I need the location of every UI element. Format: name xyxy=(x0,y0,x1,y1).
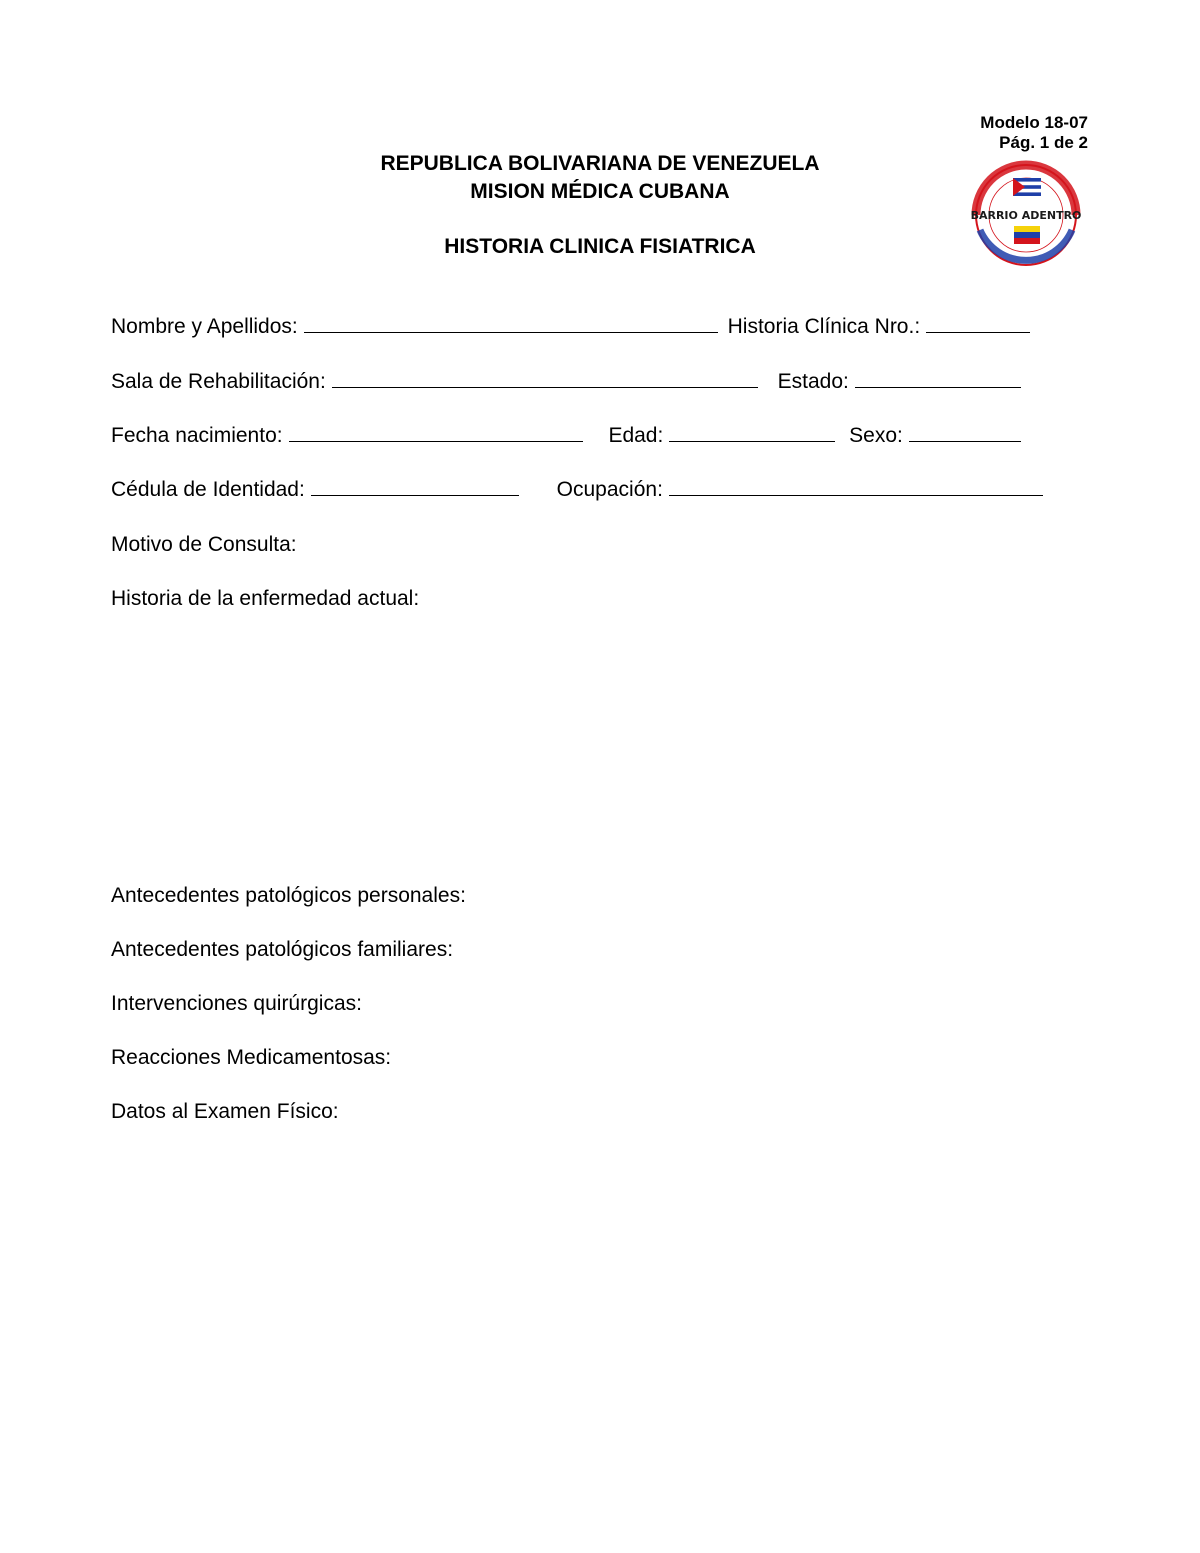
logo-center-text: BARRIO ADENTRO xyxy=(970,209,1082,222)
sala-label: Sala de Rehabilitación: xyxy=(111,370,326,393)
page-number: Pág. 1 de 2 xyxy=(999,133,1088,152)
header-mission: MISION MÉDICA CUBANA xyxy=(470,180,730,203)
fecha-field[interactable] xyxy=(289,425,583,442)
antecedentes-familiares-label: Antecedentes patológicos familiares: xyxy=(111,938,454,961)
cedula-field[interactable] xyxy=(311,479,519,496)
header-republic: REPUBLICA BOLIVARIANA DE VENEZUELA xyxy=(380,152,820,175)
estado-label: Estado: xyxy=(777,370,849,393)
reacciones-label: Reacciones Medicamentosas: xyxy=(111,1046,392,1069)
edad-label: Edad: xyxy=(608,424,664,447)
ocupacion-field[interactable] xyxy=(669,479,1043,496)
sexo-field[interactable] xyxy=(909,425,1021,442)
row-sala xyxy=(111,370,1021,394)
sala-field[interactable] xyxy=(332,371,758,388)
row-cedula xyxy=(111,478,1043,502)
motivo-consulta-label: Motivo de Consulta: xyxy=(111,533,297,556)
antecedentes-personales-label: Antecedentes patológicos personales: xyxy=(111,884,466,907)
model-number: Modelo 18-07 xyxy=(980,113,1088,132)
edad-field[interactable] xyxy=(669,425,835,442)
sexo-label: Sexo: xyxy=(849,424,903,447)
row-fecha xyxy=(111,424,1021,448)
nombre-field[interactable] xyxy=(304,316,718,333)
estado-field[interactable] xyxy=(855,371,1021,388)
historia-enfermedad-label: Historia de la enfermedad actual: xyxy=(111,587,420,610)
cedula-label: Cédula de Identidad: xyxy=(111,478,305,501)
model-code xyxy=(980,113,1088,153)
page-title: HISTORIA CLINICA FISIATRICA xyxy=(444,235,756,258)
historia-nro-label: Historia Clínica Nro.: xyxy=(727,315,921,338)
fecha-label: Fecha nacimiento: xyxy=(111,424,283,447)
examen-fisico-label: Datos al Examen Físico: xyxy=(111,1100,339,1123)
historia-nro-field[interactable] xyxy=(926,316,1030,333)
intervenciones-label: Intervenciones quirúrgicas: xyxy=(111,992,362,1015)
ocupacion-label: Ocupación: xyxy=(556,478,663,501)
row-nombre xyxy=(111,315,1030,339)
nombre-label: Nombre y Apellidos: xyxy=(111,315,298,338)
